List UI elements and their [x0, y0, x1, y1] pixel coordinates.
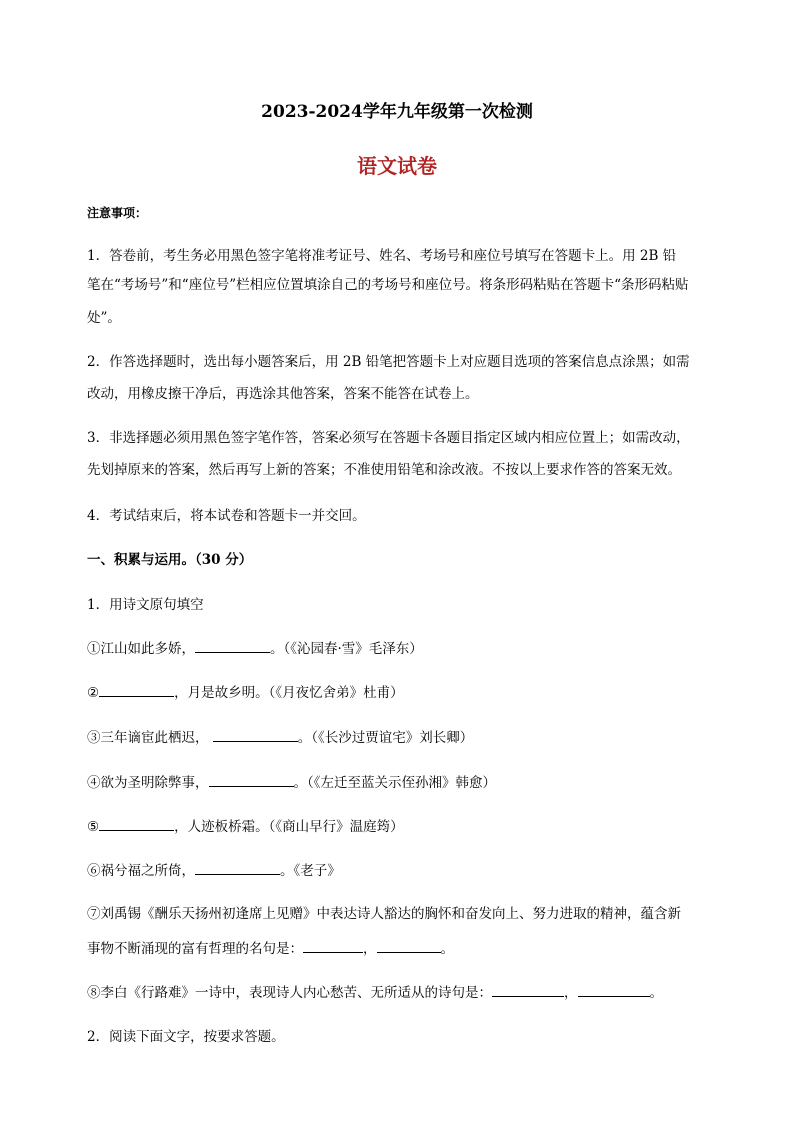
answer-blank[interactable]: [195, 639, 270, 653]
answer-blank[interactable]: [213, 728, 298, 742]
fill-item-4-pre: ④欲为圣明除弊事，: [87, 775, 209, 791]
note-2-line-2: 改动，用橡皮擦干净后，再选涂其他答案，答案不能答在试卷上。: [87, 386, 479, 402]
note-1-line-2: 笔在“考场号”和“座位号”栏相应位置填涂自己的考场号和座位号。将条形码粘贴在答题卡“条形码粘贴: [87, 277, 689, 293]
fill-item-5-pre: ⑤: [87, 819, 100, 835]
fill-item-4-post: 。（《左迁至蓝关示侄孙湘》韩愈）: [293, 775, 496, 791]
fill-item-3: [87, 728, 724, 747]
fill-item-3-post: 。（《长沙过贾谊宅》刘长卿）: [297, 730, 474, 746]
fill-item-2: [87, 683, 724, 702]
fill-item-4: [87, 773, 724, 792]
exam-subject-title: 语文试卷: [357, 154, 437, 178]
answer-blank[interactable]: [209, 773, 294, 787]
question-1-title: 1．用诗文原句填空: [87, 597, 204, 613]
answer-blank[interactable]: [377, 939, 441, 953]
note-1-line-3: 处”。: [87, 310, 121, 326]
fill-item-5: [87, 817, 724, 836]
section-1-heading: 一、积累与运用。（30 分）: [87, 552, 253, 568]
fill-item-6: [87, 861, 724, 880]
note-2-line-1: 2．作答选择题时，选出每小题答案后，用 2B 铅笔把答题卡上对应题目选项的答案信息点涂黑；如需: [87, 354, 690, 370]
fill-item-7-post: 。: [440, 941, 454, 957]
fill-item-7-line-1: ⑦刘禹锡《酬乐天扬州初逢席上见赠》中表达诗人豁达的胸怀和奋发向上、努力进取的精神，蕴含新: [87, 906, 681, 922]
answer-blank[interactable]: [303, 939, 363, 953]
note-4: 4．考试结束后，将本试卷和答题卡一并交回。: [87, 508, 366, 524]
fill-item-8: [87, 983, 724, 1002]
fill-item-7-pre: 事物不断涌现的富有哲理的名句是：: [87, 941, 303, 957]
fill-item-7-line-2: [87, 939, 724, 958]
fill-item-1-post: 。（《沁园春·雪》毛泽东）: [270, 641, 423, 657]
notes-heading: 注意事项：: [87, 206, 148, 220]
answer-blank[interactable]: [578, 983, 650, 997]
fill-item-1: [87, 639, 724, 658]
fill-item-6-pre: ⑥祸兮福之所倚，: [87, 863, 195, 879]
fill-item-1-pre: ①江山如此多娇，: [87, 641, 195, 657]
fill-item-2-post: ，月是故乡明。（《月夜忆舍弟》杜甫）: [174, 685, 404, 701]
fill-item-5-post: ，人迹板桥霜。（《商山早行》温庭筠）: [174, 819, 404, 835]
answer-blank[interactable]: [195, 861, 280, 875]
note-3-line-2: 先划掉原来的答案，然后再写上新的答案；不准使用铅笔和涂改液。不按以上要求作答的答案无效。: [87, 462, 681, 478]
answer-blank[interactable]: [99, 683, 174, 697]
answer-blank[interactable]: [492, 983, 564, 997]
fill-item-8-post: 。: [649, 985, 663, 1001]
exam-title: 2023-2024学年九年级第一次检测: [261, 102, 533, 122]
answer-blank[interactable]: [99, 817, 174, 831]
fill-item-3-pre: ③三年谪宦此栖迟，: [87, 730, 209, 746]
note-3-line-1: 3．非选择题必须用黑色签字笔作答，答案必须写在答题卡各题目指定区域内相应位置上；如需改动，: [87, 430, 690, 446]
fill-item-7-sep: ，: [363, 941, 377, 957]
fill-item-8-sep: ，: [564, 985, 578, 1001]
fill-item-6-post: 。《老子》: [280, 863, 341, 879]
question-2-title: 2．阅读下面文字，按要求答题。: [87, 1029, 285, 1045]
note-1-line-1: 1．答卷前，考生务必用黑色签字笔将准考证号、姓名、考场号和座位号填写在答题卡上。用 2B 铅: [87, 248, 677, 264]
fill-item-8-pre: ⑧李白《行路难》一诗中，表现诗人内心愁苦、无所适从的诗句是：: [87, 985, 492, 1001]
fill-item-2-pre: ②: [87, 685, 100, 701]
